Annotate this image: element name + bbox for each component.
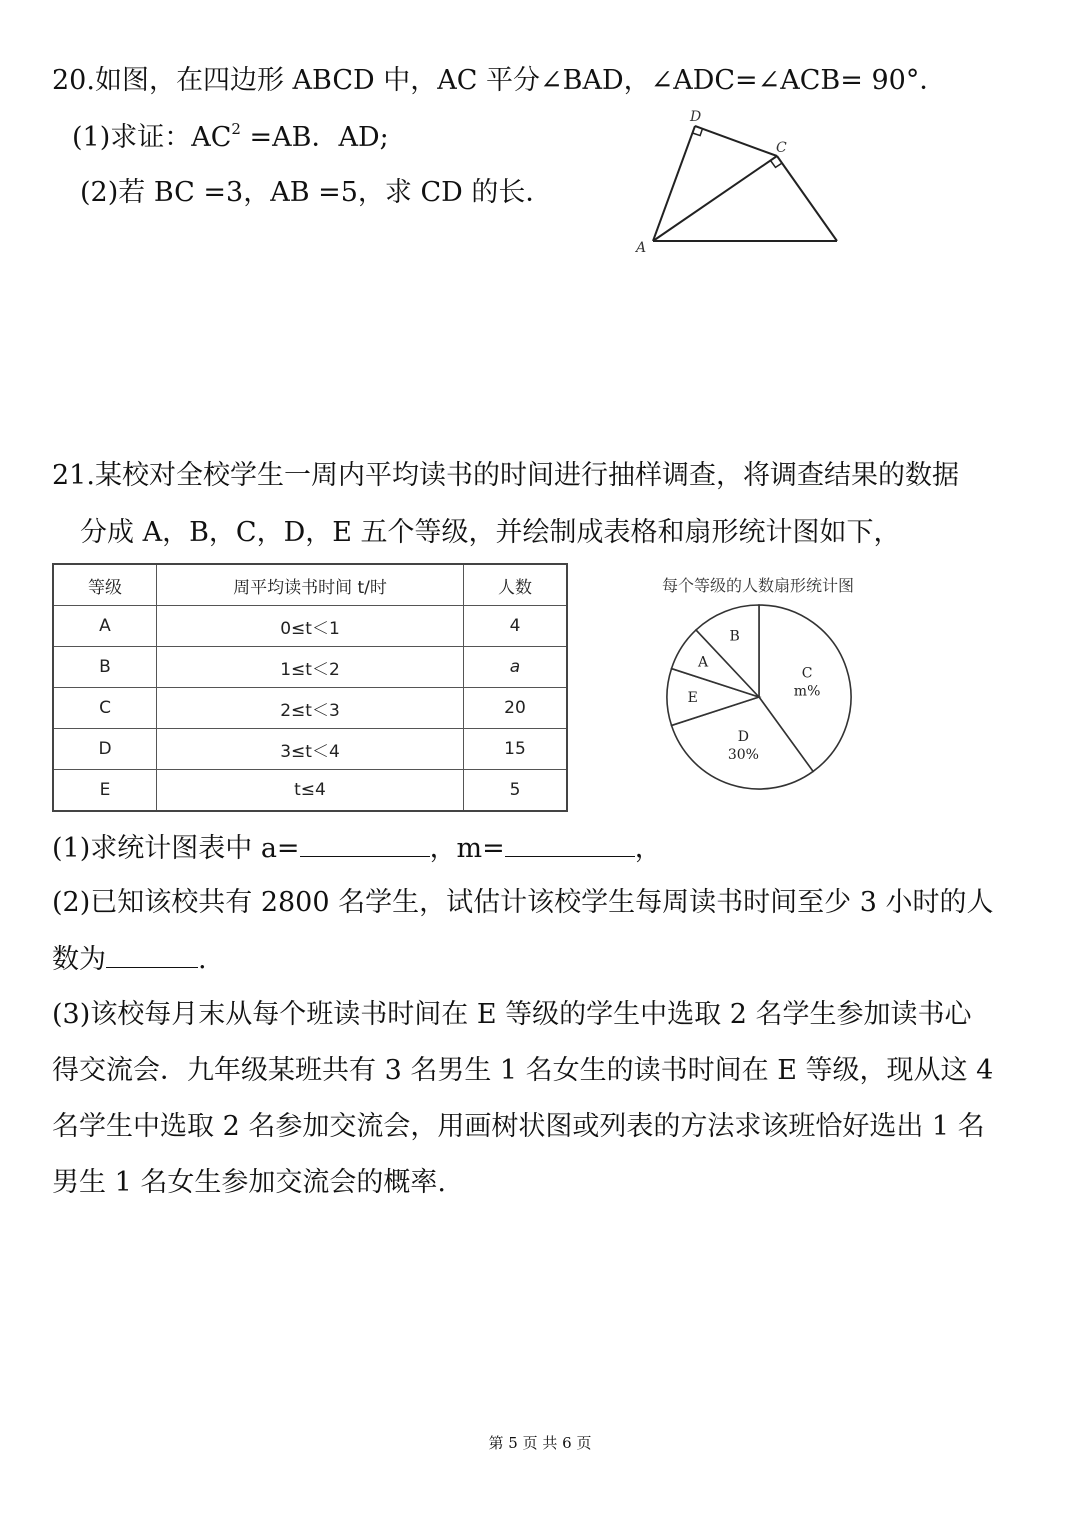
table-cell: A — [53, 606, 157, 647]
label-c: C — [776, 140, 787, 156]
table-cell: E — [53, 770, 157, 812]
table-row — [53, 688, 567, 729]
table-cell: 4 — [464, 606, 568, 647]
table-cell: 15 — [464, 729, 568, 770]
table-row — [53, 606, 567, 647]
table-cell: 2≤t＜3 — [157, 688, 464, 729]
table-row — [53, 729, 567, 770]
table-cell: 20 — [464, 688, 568, 729]
q21-part3-line3: 名学生中选取 2 名参加交流会，用画树状图或列表的方法求该班恰好选出 1 名 — [52, 1111, 985, 1142]
q21-part2-end: . — [198, 944, 207, 975]
answer-blank-a[interactable] — [300, 830, 430, 857]
q20-part1-superscript: 2 — [231, 120, 241, 138]
pie-label-A: A — [698, 654, 709, 671]
table-header: 周平均读书时间 t/时 — [157, 564, 464, 606]
label-a: A — [636, 240, 647, 256]
answer-blank-m[interactable] — [505, 830, 635, 857]
q20-part1-prefix: (1)求证：AC — [72, 122, 232, 153]
q21-part3-line1: (3)该校每月末从每个班读书时间在 E 等级的学生中选取 2 名学生参加读书心 — [52, 999, 972, 1030]
table-header: 人数 — [464, 564, 568, 606]
quadrilateral-figure — [620, 100, 860, 260]
label-d: D — [690, 109, 702, 125]
diagonal-ac — [653, 156, 777, 241]
pie-label-D: D 30% — [727, 729, 759, 764]
q21-part2-line2 — [52, 941, 207, 978]
q21-stem-line2: 分成 A，B，C，D，E 五个等级，并绘制成表格和扇形统计图如下， — [80, 517, 901, 548]
q21-stem-line1: 21.某校对全校学生一周内平均读书的时间进行抽样调查，将调查结果的数据 — [52, 460, 959, 491]
pie-label-E: E — [687, 690, 698, 706]
table-row — [53, 647, 567, 688]
pie-chart — [630, 565, 900, 805]
table-cell: 1≤t＜2 — [157, 647, 464, 688]
edge-ad — [653, 126, 695, 241]
table-header: 等级 — [53, 564, 157, 606]
edge-dc — [695, 126, 777, 156]
table-header-row — [53, 564, 567, 606]
edge-cb — [777, 156, 837, 241]
pie-label-C: C m% — [793, 665, 821, 700]
table-row — [53, 770, 567, 812]
table-cell: 5 — [464, 770, 568, 812]
table-cell: C — [53, 688, 157, 729]
q20-stem: 20.如图，在四边形 ABCD 中，AC 平分∠BAD，∠ADC=∠ACB= 90°． — [52, 65, 947, 96]
table-cell: a — [464, 647, 568, 688]
q21-part1-end: ， — [634, 833, 662, 864]
q20-part1 — [72, 120, 389, 156]
q21-part1 — [52, 830, 662, 867]
pie-chart-title: 每个等级的人数扇形统计图 — [661, 576, 855, 595]
answer-blank-count[interactable] — [106, 941, 198, 968]
q21-part3-line4: 男生 1 名女生参加交流会的概率. — [52, 1167, 446, 1198]
q21-part2-line1: (2)已知该校共有 2800 名学生，试估计该校学生每周读书时间至少 3 小时的人 — [52, 887, 994, 918]
table-cell: D — [53, 729, 157, 770]
table-cell: t≤4 — [157, 770, 464, 812]
q20-part2: (2)若 BC =3，AB =5，求 CD 的长． — [80, 177, 553, 208]
q21-part2-prefix: 数为 — [52, 944, 106, 975]
pie-label-B: B — [729, 628, 740, 645]
table-cell: B — [53, 647, 157, 688]
table-cell: 3≤t＜4 — [157, 729, 464, 770]
grade-table — [52, 563, 568, 812]
q20-part1-suffix: =AB．AD; — [240, 122, 389, 153]
q21-part3-line2: 得交流会．九年级某班共有 3 名男生 1 名女生的读书时间在 E 等级，现从这 4 — [52, 1055, 994, 1086]
table-cell: 0≤t＜1 — [157, 606, 464, 647]
q21-part1-prefix: (1)求统计图表中 a= — [52, 833, 300, 864]
page-footer: 第 5 页 共 6 页 — [488, 1434, 592, 1452]
q21-part1-mid: ，m= — [429, 833, 505, 864]
